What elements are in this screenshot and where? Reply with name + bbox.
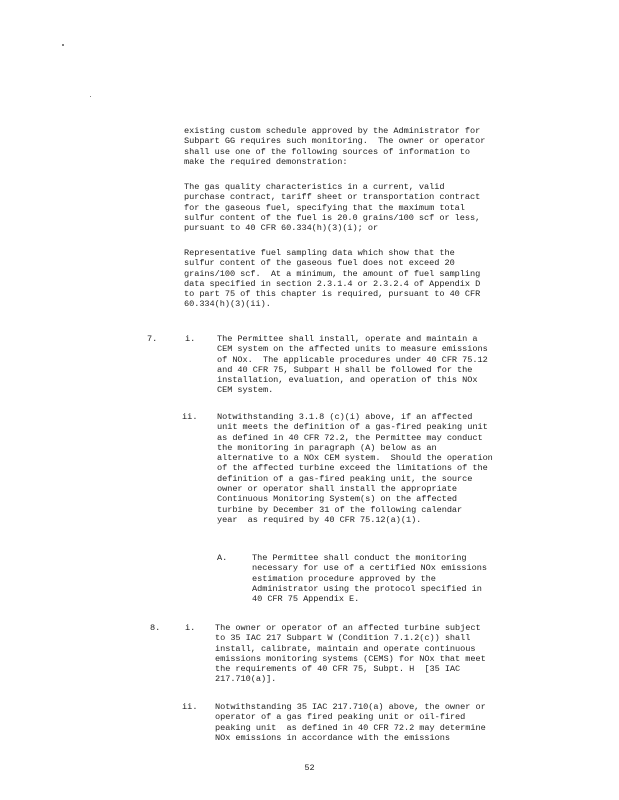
paragraph-8-i: The owner or operator of an affected turbine subject to 35 IAC 217 Subpart W (Condition 7.1.2(c)) shall install, calibrate, maintain and operate continuous emissions monitoring systems (CEMS) for NOx that meet the requirements of 40 CFR 75, Subpt. H [35 IAC 217.710(a)]. bbox=[215, 623, 486, 685]
scan-speck bbox=[90, 96, 91, 97]
item-number-7: 7. bbox=[147, 334, 158, 344]
item-number-8: 8. bbox=[150, 623, 161, 633]
item-roman-7-ii: ii. bbox=[182, 412, 198, 422]
paragraph-8-ii: Notwithstanding 35 IAC 217.710(a) above, the owner or operator of a gas fired peaking unit or oil-fired peaking unit as defined in 40 CFR 72.2 may determine NOx emissions in accordance with the emissions bbox=[215, 702, 486, 743]
scan-speck bbox=[62, 44, 64, 46]
item-letter-7-ii-A: A. bbox=[217, 553, 228, 563]
item-roman-7-i: i. bbox=[185, 334, 196, 344]
paragraph-gas-quality: The gas quality characteristics in a current, valid purchase contract, tariff sheet or transportation contract for the gaseous fuel, specifying that the maximum total sulfur content of the fuel is 20.0 grains/100 scf or less, pursuant to 40 CFR 60.334(h)(3)(i); or bbox=[184, 182, 481, 234]
paragraph-representative-sampling: Representative fuel sampling data which show that the sulfur content of the gaseous fuel does not exceed 20 grains/100 scf. At a minimum, the amount of fuel sampling data specified in section 2.3.1.4 or 2.3.2.4 of Appendix D to part 75 of this chapter is required, pursuant to 40 CFR 60.334(h)(3)(ii). bbox=[184, 248, 481, 310]
paragraph-7-ii-A: The Permittee shall conduct the monitoring necessary for use of a certified NOx emissions estimation procedure approved by the Administrator using the protocol specified in 40 CFR 75 Appendix E. bbox=[252, 553, 487, 605]
page-number: 52 bbox=[304, 763, 315, 773]
item-roman-8-i: i. bbox=[185, 623, 196, 633]
paragraph-7-ii: Notwithstanding 3.1.8 (c)(i) above, if an affected unit meets the definition of a gas-fired peaking unit as defined in 40 CFR 72.2, the Permittee may conduct the monitoring in paragraph (A) below as an alternative to a NOx CEM system. Should the operation of the affected turbine exceed the limitations of the definition of a gas-fired peaking unit, the source owner or operator shall install the appropriate Continuous Monitoring System(s) on the affected turbine by December 31 of the following calendar year as required by 40 CFR 75.12(a)(1). bbox=[217, 412, 493, 525]
item-roman-8-ii: ii. bbox=[182, 702, 198, 712]
paragraph-7-i: The Permittee shall install, operate and maintain a CEM system on the affected units to measure emissions of NOx. The applicable procedures under 40 CFR 75.12 and 40 CFR 75, Subpart H shall be followed for the installation, evaluation, and operation of this NOx CEM system. bbox=[217, 334, 488, 396]
paragraph-continuation: existing custom schedule approved by the Administrator for Subpart GG requires such monitoring. The owner or operator shall use one of the following sources of information to make the required demonstration: bbox=[184, 126, 486, 167]
